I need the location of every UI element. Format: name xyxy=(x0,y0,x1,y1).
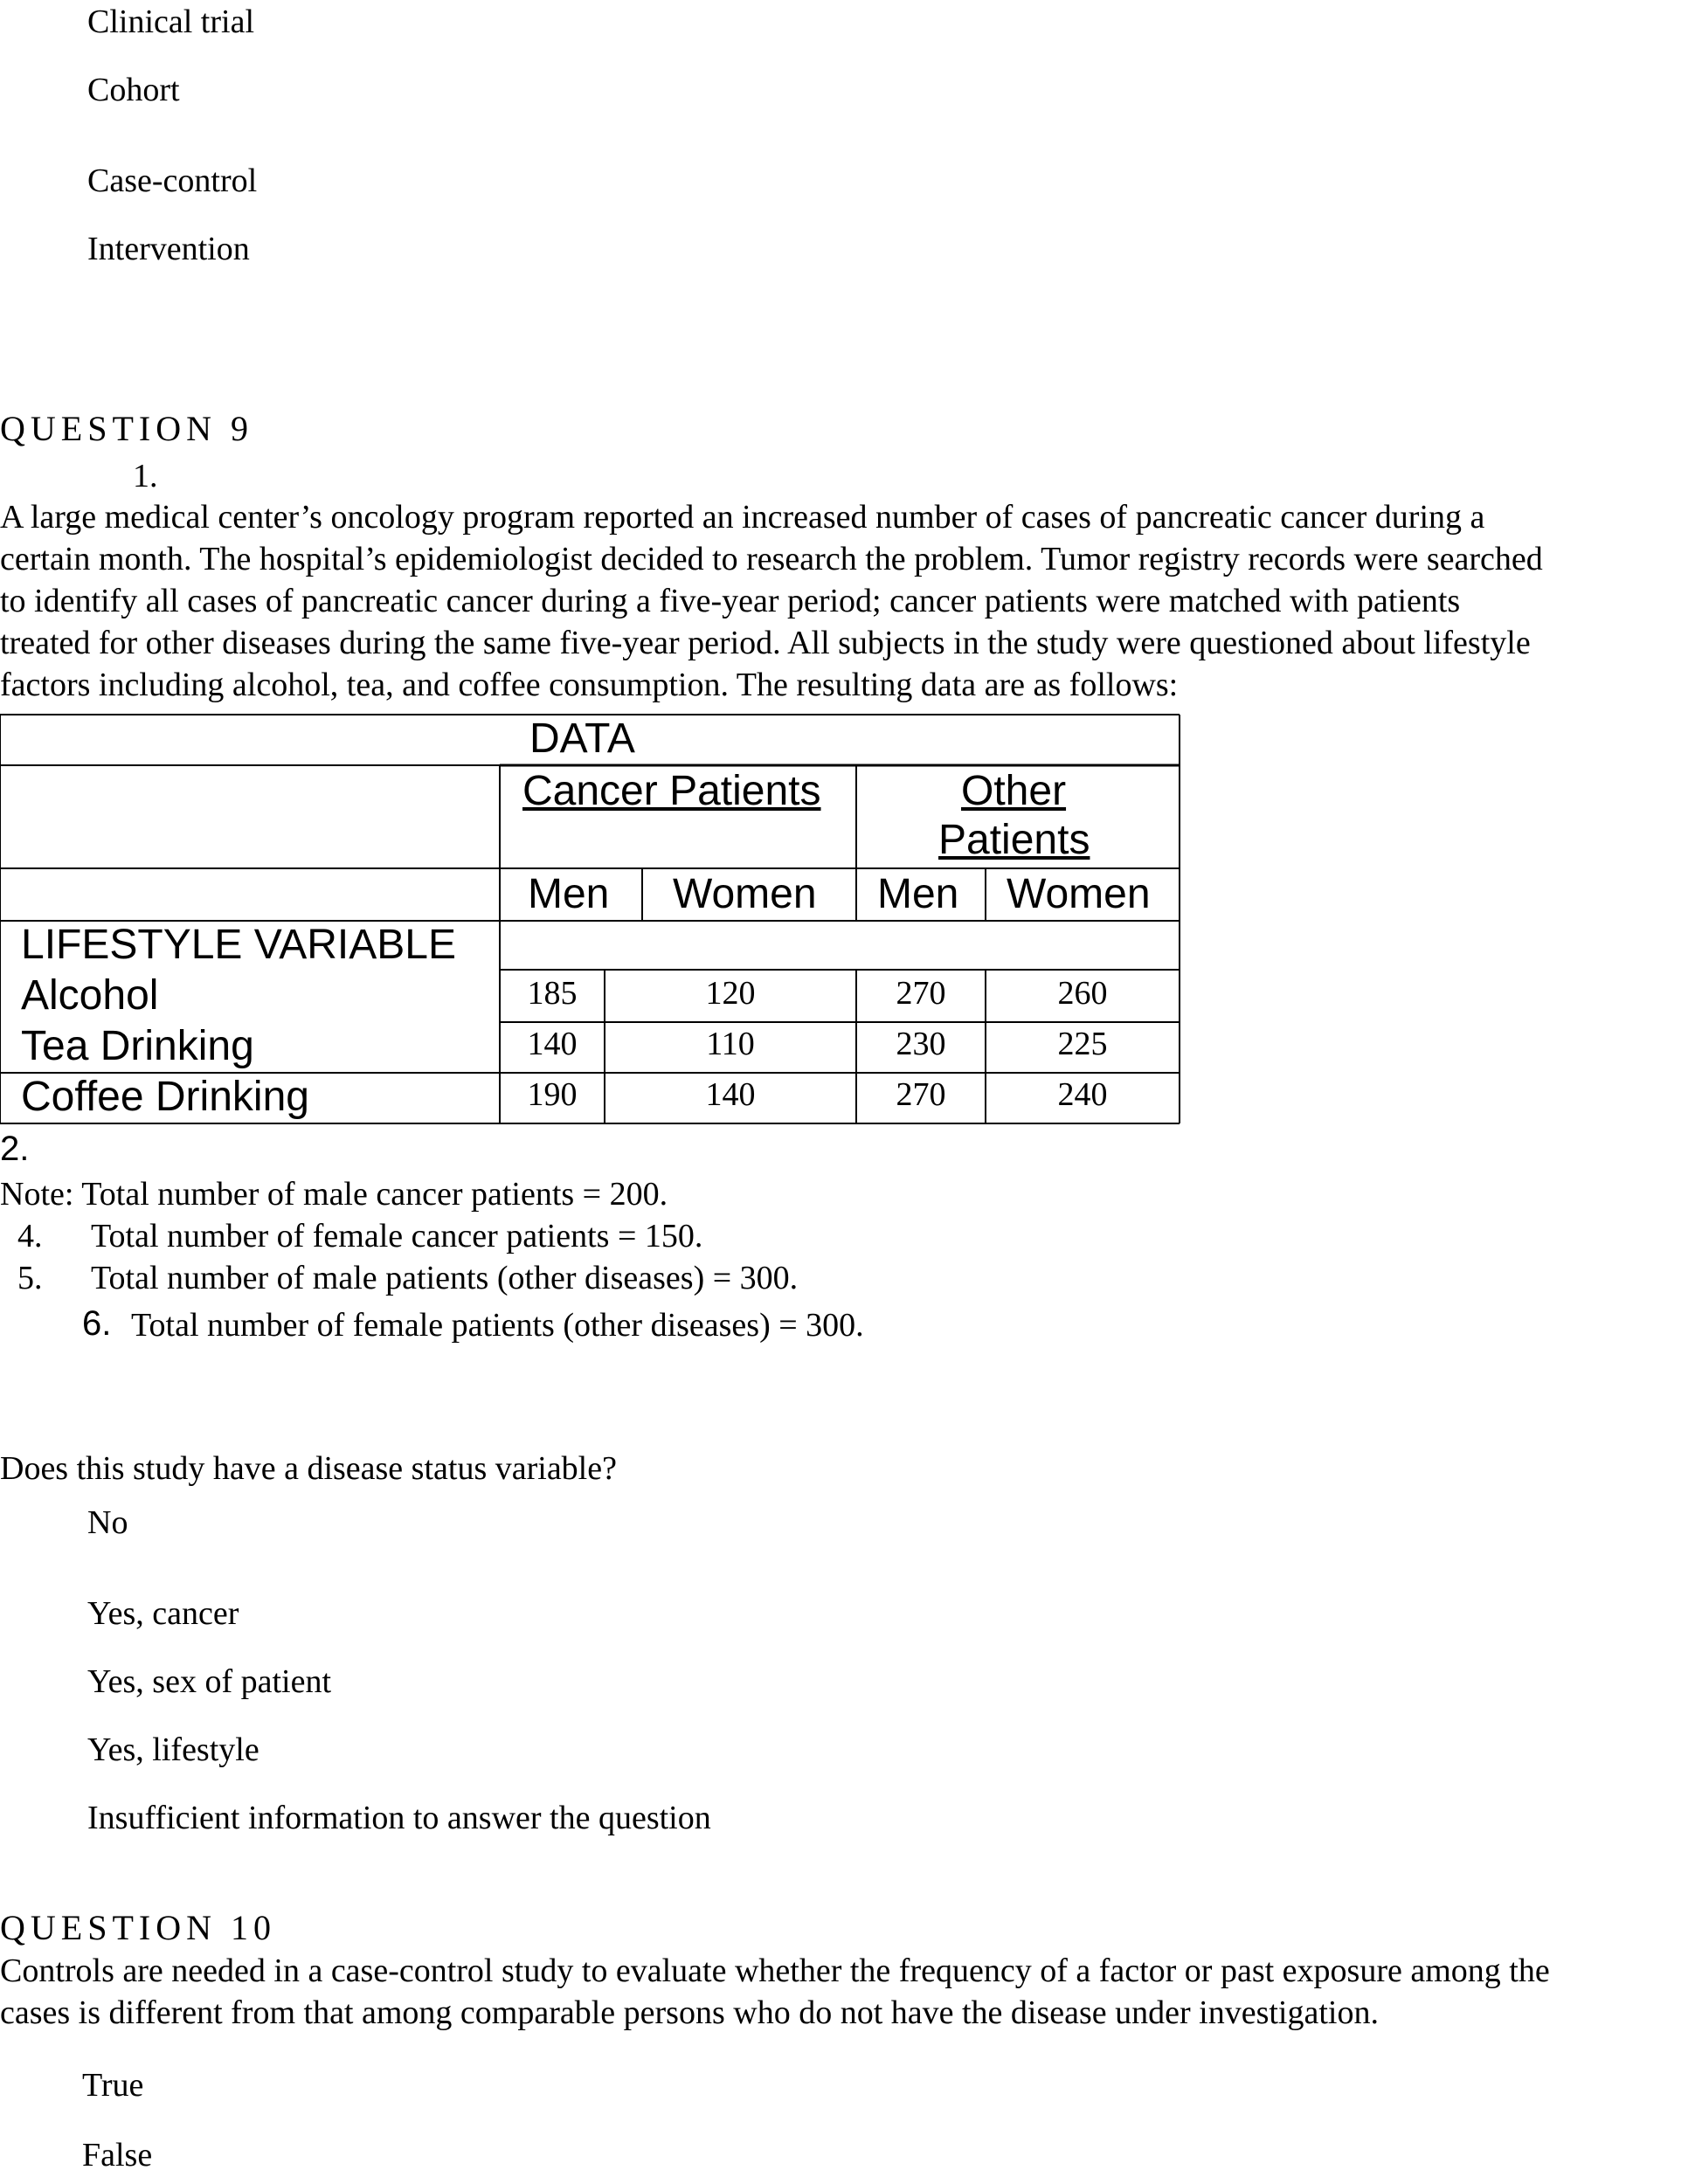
table-cell: 140 xyxy=(527,1026,578,1062)
table-cell: 190 xyxy=(527,1076,578,1113)
row-header: LIFESTYLE VARIABLE xyxy=(21,922,456,968)
question-9-prompt: Does this study have a disease status variable? xyxy=(0,1450,617,1487)
table-cell: 270 xyxy=(896,1076,946,1113)
note-line: Note: Total number of male cancer patients = 200. xyxy=(0,1176,668,1213)
table-cell: 230 xyxy=(896,1026,946,1062)
note-line: Total number of female patients (other diseases) = 300. xyxy=(131,1307,864,1344)
note-line: Total number of female cancer patients = 150. xyxy=(91,1218,703,1254)
option-case-control[interactable]: Case-control xyxy=(87,162,258,199)
paragraph-line: Controls are needed in a case-control study to evaluate whether the frequency of a factor or past exposure among the xyxy=(0,1952,1550,1989)
men-header: Men xyxy=(528,871,610,917)
option-true[interactable]: True xyxy=(82,2067,144,2104)
option-yes-cancer[interactable]: Yes, cancer xyxy=(87,1595,239,1632)
men-header: Men xyxy=(877,871,959,917)
women-header: Women xyxy=(673,871,817,917)
paragraph-line: factors including alcohol, tea, and coffee consumption. The resulting data are as follows: xyxy=(0,667,1179,703)
option-no[interactable]: No xyxy=(87,1504,128,1541)
paragraph-line: to identify all cases of pancreatic cancer during a five-year period; cancer patients were matched with patients xyxy=(0,583,1461,619)
table-cell: 270 xyxy=(896,975,946,1012)
question-10-paragraph xyxy=(0,1950,1695,2034)
note-line: Total number of male patients (other diseases) = 300. xyxy=(91,1260,799,1296)
table-cell: 110 xyxy=(706,1026,755,1062)
paragraph-line: cases is different from that among comparable persons who do not have the disease under investigation. xyxy=(0,1994,1379,2031)
note-marker: 5. xyxy=(17,1260,43,1296)
paragraph-line: treated for other diseases during the same five-year period. All subjects in the study were questioned about lifestyle xyxy=(0,625,1531,661)
row-label-coffee-drinking: Coffee Drinking xyxy=(21,1074,309,1120)
table-cell: 120 xyxy=(705,975,756,1012)
option-insufficient-information[interactable]: Insufficient information to answer the question xyxy=(87,1800,711,1836)
list-number-2: 2. xyxy=(0,1130,30,1168)
note-marker: 4. xyxy=(17,1218,43,1254)
row-label-alcohol: Alcohol xyxy=(21,972,159,1019)
note-marker: 6. xyxy=(82,1304,112,1343)
other-patients-header-line2: Patients xyxy=(938,817,1090,863)
other-patients-header-line1: Other xyxy=(961,768,1067,814)
table-title: DATA xyxy=(529,715,635,762)
option-clinical-trial[interactable]: Clinical trial xyxy=(87,3,255,40)
question-10-heading: QUESTION 10 xyxy=(0,1908,276,1947)
option-yes-sex-of-patient[interactable]: Yes, sex of patient xyxy=(87,1663,332,1700)
table-cell: 260 xyxy=(1057,975,1108,1012)
women-header: Women xyxy=(1007,871,1151,917)
cancer-patients-header: Cancer Patients xyxy=(522,768,821,814)
paragraph-line: certain month. The hospital’s epidemiologist decided to research the problem. Tumor registry records were searched xyxy=(0,541,1543,577)
question-9-number: 1. xyxy=(133,458,158,494)
table-cell: 225 xyxy=(1057,1026,1108,1062)
option-cohort[interactable]: Cohort xyxy=(87,72,180,108)
table-cell: 185 xyxy=(527,975,578,1012)
table-cell: 240 xyxy=(1057,1076,1108,1113)
paragraph-line: A large medical center’s oncology program reported an increased number of cases of pancreatic cancer during a xyxy=(0,499,1485,536)
row-label-tea-drinking: Tea Drinking xyxy=(21,1023,254,1069)
table-cell: 140 xyxy=(705,1076,756,1113)
option-false[interactable]: False xyxy=(82,2137,153,2174)
option-yes-lifestyle[interactable]: Yes, lifestyle xyxy=(87,1731,259,1768)
option-intervention[interactable]: Intervention xyxy=(87,231,250,267)
question-9-heading: QUESTION 9 xyxy=(0,409,253,448)
